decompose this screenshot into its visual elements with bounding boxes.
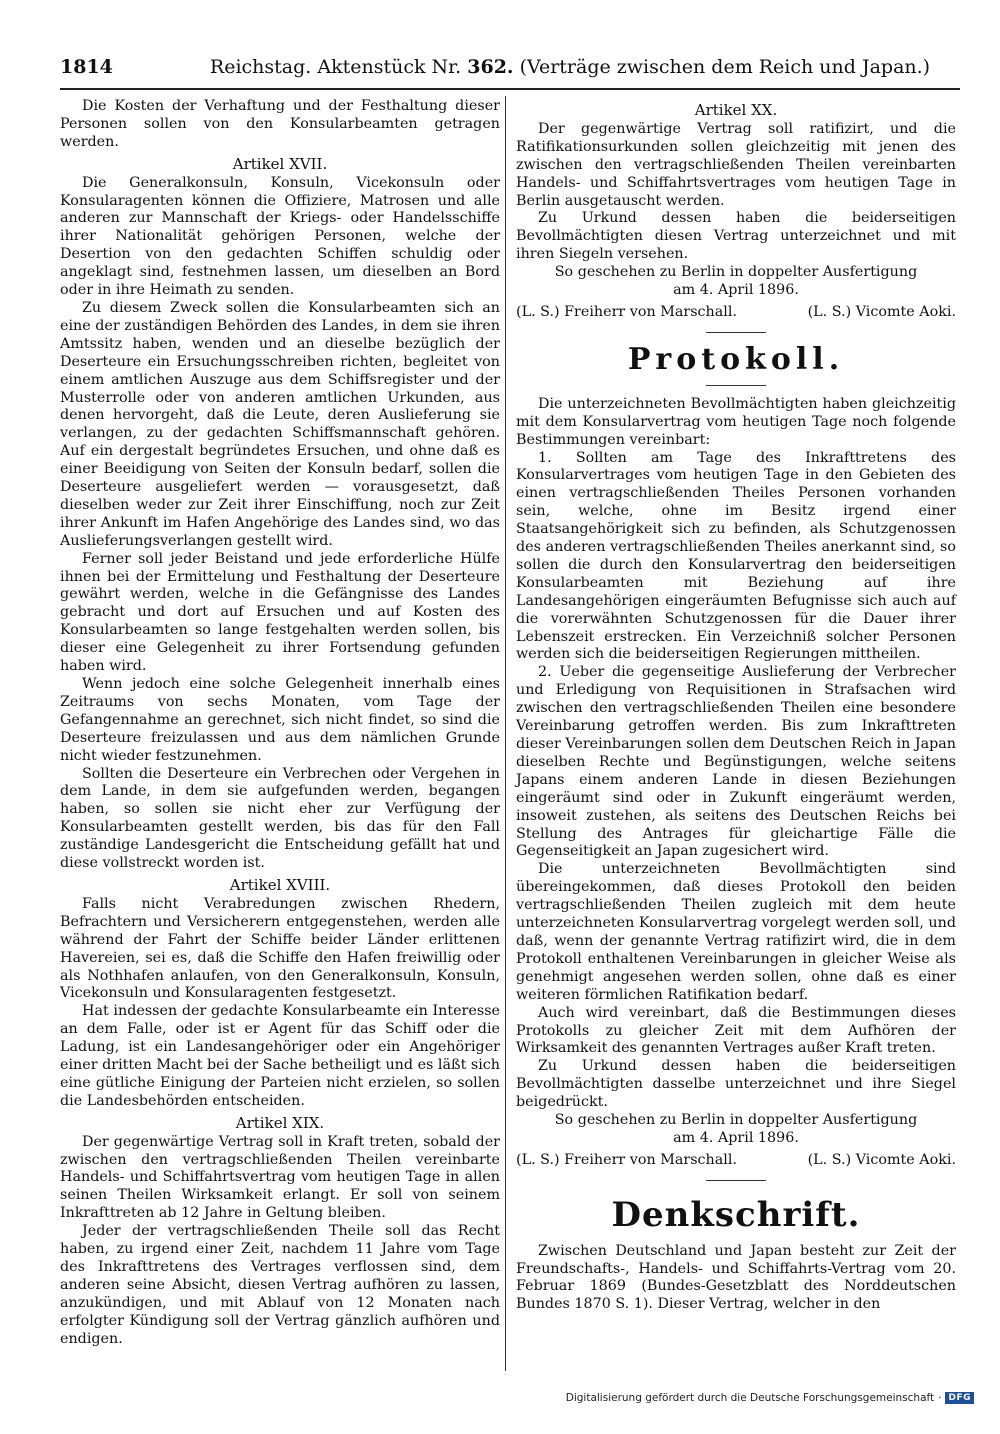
paragraph: Ferner soll jeder Beistand und jede erforderliche Hülfe ihnen bei der Ermittelung und Festhaltung der Deserteure gewährt werden, welche in die Gefängnisse des Landes gebracht und dort auf Ersuchen und auf Kosten des Konsularbeamten so lange festgehalten werden sollen, bis dieser eine Gelegenheit zu ihrer Fortsendung gefunden haben wird. xyxy=(60,550,500,675)
section-rule xyxy=(706,332,766,333)
footer-credit xyxy=(566,1392,974,1404)
header-title-line xyxy=(180,56,960,78)
signature-right: (L. S.) Vicomte Aoki. xyxy=(807,1151,956,1168)
signature-line xyxy=(516,304,956,322)
paragraph: Der gegenwärtige Vertrag soll in Kraft treten, sobald der zwischen den vertragschließenden Theilen vereinbarte Handels- und Schiffahrtsvertrag vom heutigen Tage in allen seinen Theilen Wirksamkeit erlangt. Er soll von seinem Inkrafttreten ab 12 Jahre in Geltung bleiben. xyxy=(60,1133,500,1222)
paragraph: Der gegenwärtige Vertrag soll ratifizirt, und die Ratifikationsurkunden sollen gleichzeitig mit jenen des zwischen den vertragschließenden Theilen vereinbarten Handels- und Schiffahrtsvertrages vom heutigen Tage in Berlin ausgetauscht werden. xyxy=(516,120,956,209)
paragraph: Die unterzeichneten Bevollmächtigten haben gleichzeitig mit dem Konsularvertrag vom heutigen Tage noch folgende Bestimmungen vereinbart: xyxy=(516,395,956,448)
paragraph: Zu Urkund dessen haben die beiderseitigen Bevollmächtigten dasselbe unterzeichnet und ihre Siegel beigedrückt. xyxy=(516,1058,956,1111)
paragraph: Falls nicht Verabredungen zwischen Rhedern, Befrachtern und Versicherern entgegenstehen, werden alle während der Fahrt der Schiffe beider Länder erlittenen Havereien, sei es, daß die Schiffe den Hafen freiwillig oder als Nothhafen anlaufen, von den Generalkonsuln, Konsuln, Vicekonsuln und Konsularagenten festgesetzt. xyxy=(60,895,500,1002)
place-line: So geschehen zu Berlin in doppelter Ausfertigung xyxy=(554,264,918,281)
paragraph: Zu diesem Zweck sollen die Konsularbeamten sich an eine der zuständigen Behörden des Landes, in dem sie ihren Amtssitz haben, wenden und an dieselbe bezüglich der Deserteure ein Ersuchungsschreiben richten, begleitet von einem amtlichen Auszuge aus dem Schiffsregister und der Musterrolle oder von anderen amtlichen Urkunden, aus denen hervorgeht, daß die Leute, deren Auslieferung sie verlangen, zu der gedachten Schiffsmannschaft gehören. Auf ein dergestalt begründetes Ersuchen, und ohne daß es einer Beeidigung von Seiten der Konsuln bedarf, sollen die Deserteure ausgeliefert werden — vorausgesetzt, daß dieselben weder zur Zeit ihrer Einschiffung, noch zur Zeit ihrer Ankunft im Hafen Angehörige des Landes sind, wo das Auslieferungsverlangen gestellt wird. xyxy=(60,299,500,549)
header-rule xyxy=(60,88,960,90)
paragraph: 2. Ueber die gegenseitige Auslieferung der Verbrecher und Erledigung von Requisitionen in Strafsachen wird zwischen den vertragschließenden Theilen eine besondere Vereinbarung getroffen werden. Bis zum Inkrafttreten dieser Vereinbarungen sollen dem Deutschen Reich in Japan dieselben Rechte und Begünstigungen, welche seitens Japans einem anderen Lande in diesen Beziehungen eingeräumt sind oder in Zukunft eingeräumt werden, insoweit zustehen, als seitens des Deutschen Reichs bei Stellung des Antrages für gleichartige Fälle die Gegenseitigkeit an Japan zugesichert wird. xyxy=(516,664,956,860)
date-line: am 4. April 1896. xyxy=(673,1129,799,1146)
page-header xyxy=(60,56,960,90)
article-heading: Artikel XVII. xyxy=(232,154,328,173)
date-line: am 4. April 1896. xyxy=(673,282,799,299)
signature-left: (L. S.) Freiherr von Marschall. xyxy=(516,303,737,320)
place-line: So geschehen zu Berlin in doppelter Ausfertigung xyxy=(554,1112,918,1129)
denkschrift-title: Denkschrift. xyxy=(611,1194,861,1235)
header-title: Reichstag. Aktenstück Nr. xyxy=(209,56,462,78)
document-number: 362. xyxy=(467,56,514,78)
signature-left: (L. S.) Freiherr von Marschall. xyxy=(516,1151,737,1168)
left-column xyxy=(60,98,500,1349)
paragraph: 1. Sollten am Tage des Inkrafttretens des Konsularvertrages vom heutigen Tage in den Gebieten des einen vertragschließenden Theiles Personen vorhanden sein, welche, ohne im Besitz irgend einer Staatsangehörigkeit sich zu befinden, als Schutzgenossen des anderen vertragschließenden Theiles anerkannt sind, so sollen die durch den Konsularvertrag den beiderseitigen Konsularbeamten mit Beziehung auf ihre Landesangehörigen eingeräumten Befugnisse sich auch auf die vorerwähnten Schutzgenossen für die Dauer ihrer Lebenszeit erstrecken. Ein Verzeichniß solcher Personen werden sich die beiderseitigen Regierungen mittheilen. xyxy=(516,449,956,663)
paragraph: Zwischen Deutschland und Japan besteht zur Zeit der Freundschafts-, Handels- und Schiffahrts-Vertrag vom 20. Februar 1869 (Bundes-Gesetzblatt des Norddeutschen Bundes 1870 S. 1). Dieser Vertrag, welcher in den xyxy=(516,1242,956,1313)
section-rule xyxy=(706,1180,766,1181)
paragraph: Sollten die Deserteure ein Verbrechen oder Vergehen in dem Lande, in dem sie aufgefunden werden, begangen haben, so sollen sie nicht eher zur Verfügung der Konsularbeamten gestellt werden, bis das für den Fall zuständige Landesgericht die Entscheidung gefällt hat und diese vollstreckt worden ist. xyxy=(60,765,500,872)
page-number: 1814 xyxy=(60,56,113,78)
footer-text: Digitalisierung gefördert durch die Deutsche Forschungsgemeinschaft xyxy=(565,1392,935,1404)
dfg-logo: DFG xyxy=(945,1392,974,1404)
paragraph: Jeder der vertragschließenden Theile soll das Recht haben, zu irgend einer Zeit, nachdem 11 Jahre vom Tage des Inkrafttretens des Vertrages verflossen sind, dem anderen seine Absicht, diesen Vertrag aufhören zu lassen, anzukündigen, und mit Ablauf von 12 Monaten nach erfolgter Kündigung soll der Vertrag gänzlich aufhören und endigen. xyxy=(60,1223,500,1347)
footer-separator: · xyxy=(938,1392,942,1404)
article-heading: Artikel XIX. xyxy=(235,1113,325,1132)
paragraph: Hat indessen der gedachte Konsularbeamte ein Interesse an dem Falle, oder ist er Agent für das Schiff oder die Ladung, ist ein Landesangehöriger oder ein Angehöriger einer dritten Macht bei der Sache betheiligt und es läßt sich eine gütliche Einigung der Parteien nicht erzielen, so sollen die Landesbehörden entscheiden. xyxy=(60,1003,500,1109)
paragraph: Die Kosten der Verhaftung und der Festhaltung dieser Personen sollen von den Konsularbeamten getragen werden. xyxy=(60,98,500,150)
protokoll-title: Protokoll. xyxy=(627,341,845,377)
signature-line xyxy=(516,1152,956,1170)
article-heading: Artikel XX. xyxy=(694,101,778,119)
paragraph: Zu Urkund dessen haben die beiderseitigen Bevollmächtigten diesen Vertrag unterzeichnet und mit ihren Siegeln versehen. xyxy=(516,210,956,263)
section-rule xyxy=(706,385,766,386)
paragraph: Die unterzeichneten Bevollmächtigten sind übereingekommen, daß dieses Protokoll den beiden vertragschließenden Theilen zugleich mit dem heute unterzeichneten Konsularvertrag vorgelegt werden soll, und daß, wenn der genannte Vertrag ratifizirt wird, die in dem Protokoll enthaltenen Vereinbarungen in gleicher Weise als genehmigt angesehen werden sollen, ohne daß es einer weiteren förmlichen Ratifikation bedarf. xyxy=(516,861,956,1003)
paragraph: Auch wird vereinbart, daß die Bestimmungen dieses Protokolls zu gleicher Zeit mit dem Aufhören der Wirksamkeit des genannten Vertrages außer Kraft treten. xyxy=(516,1004,956,1057)
paragraph: Wenn jedoch eine solche Gelegenheit innerhalb eines Zeitraums von sechs Monaten, vom Tage der Gefangennahme an gerechnet, sich nicht findet, so sind die Deserteure freizulassen und aus dem nämlichen Grunde nicht wieder festzunehmen. xyxy=(60,676,500,764)
article-heading: Artikel XVIII. xyxy=(229,875,331,894)
right-column xyxy=(516,98,956,1314)
header-subtitle: (Verträge zwischen dem Reich und Japan.) xyxy=(519,56,931,78)
signature-right: (L. S.) Vicomte Aoki. xyxy=(807,303,956,320)
paragraph: Die Generalkonsuln, Konsuln, Vicekonsuln oder Konsularagenten können die Offiziere, Matrosen und alle anderen zur Mannschaft der Kriegs- oder Handelsschiffe ihrer Nationalität gehörigen Personen, welche der Desertion von den gedachten Schiffen schuldig oder angeklagt sind, festnehmen lassen, um dieselben an Bord oder in ihre Heimath zu senden. xyxy=(60,174,500,299)
column-divider xyxy=(505,96,506,1371)
